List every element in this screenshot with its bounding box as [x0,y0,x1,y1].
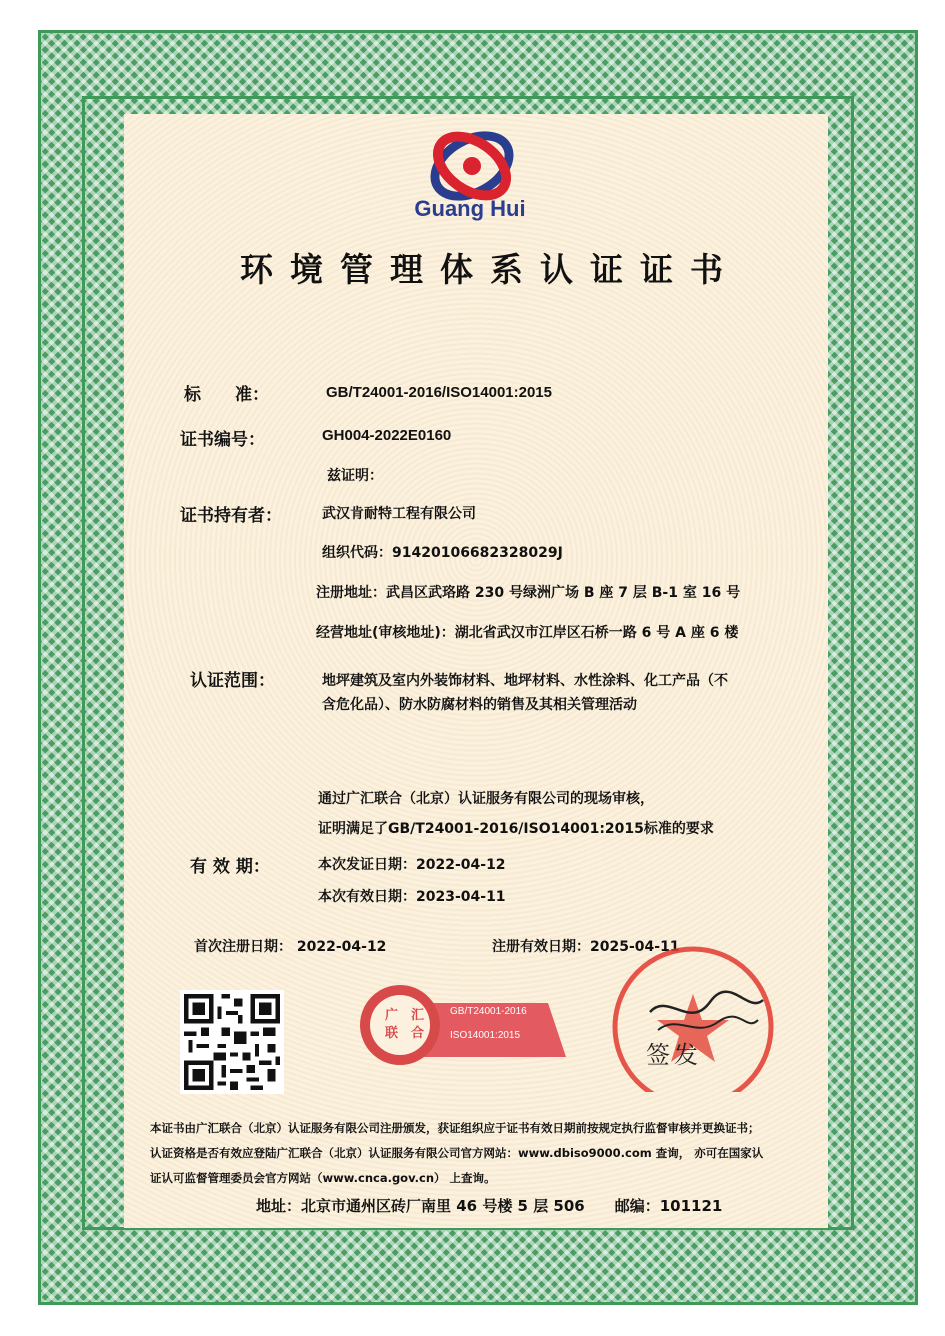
badge-standard-2: ISO14001:2015 [450,1030,521,1041]
footer-note-line-3: 证认可监督管理委员会官方网站（www.cnca.gov.cn） 上查询。 [150,1171,496,1185]
footer-note-line-2: 认证资格是否有效应登陆广汇联合（北京）认证服务有限公司官方网站：www.dbiso9000.com 查询， 亦可在国家认 [150,1146,764,1160]
scope-label: 认证范围： [190,671,275,691]
registered-address: 注册地址：武昌区武珞路 230 号绿洲广场 B 座 7 层 B-1 室 16 号 [316,585,741,601]
badge-org-line-2: 联 合 [385,1026,425,1041]
issue-date: 本次发证日期：2022-04-12 [318,857,506,873]
standard-value: GB/T24001-2016/ISO14001:2015 [326,384,552,401]
first-registration-date: 首次注册日期： 2022-04-12 [194,939,387,955]
badge-standard-1: GB/T24001-2016 [450,1006,527,1017]
audit-line-1: 通过广汇联合（北京）认证服务有限公司的现场审核， [318,791,654,807]
holder-value: 武汉肯耐特工程有限公司 [322,506,476,522]
footer-note-line-1: 本证书由广汇联合（北京）认证服务有限公司注册颁发，获证组织应于证书有效日期前按规定执行监督审核并更换证书； [150,1121,760,1135]
footer-note [150,1116,810,1191]
holder-label: 证书持有者： [180,506,282,526]
cert-no-value: GH004-2022E0160 [322,427,452,444]
standard-label: 标 准： [184,385,269,405]
sign-label: 签发 [646,1041,702,1069]
audit-line-2: 证明满足了GB/T24001-2016/ISO14001:2015标准的要求 [318,821,714,837]
validity-label: 有 效 期： [190,857,270,877]
qr-code-icon [180,990,284,1094]
scope-line-1: 地坪建筑及室内外装饰材料、地坪材料、水性涂料、化工产品（不 [322,673,728,689]
scope-line-2: 含危化品）、防水防腐材料的销售及其相关管理活动 [322,697,637,713]
footer-address: 地址：北京市通州区砖厂南里 46 号楼 5 层 506 邮编：101121 [256,1197,723,1215]
hereby-text: 兹证明： [327,468,383,484]
expiry-date: 本次有效日期：2023-04-11 [318,889,506,905]
org-code: 组织代码：91420106682328029J [322,545,563,561]
operating-address: 经营地址(审核地址)：湖北省武汉市江岸区石桥一路 6 号 A 座 6 楼 [316,625,739,641]
brand-name: Guang Hui [414,196,526,221]
cert-no-label: 证书编号： [180,430,265,450]
certificate-title: 环境管理体系认证证书 [240,250,740,289]
badge-org-line-1: 广 汇 [385,1008,425,1023]
registration-valid-date: 注册有效日期：2025-04-11 [492,939,680,955]
